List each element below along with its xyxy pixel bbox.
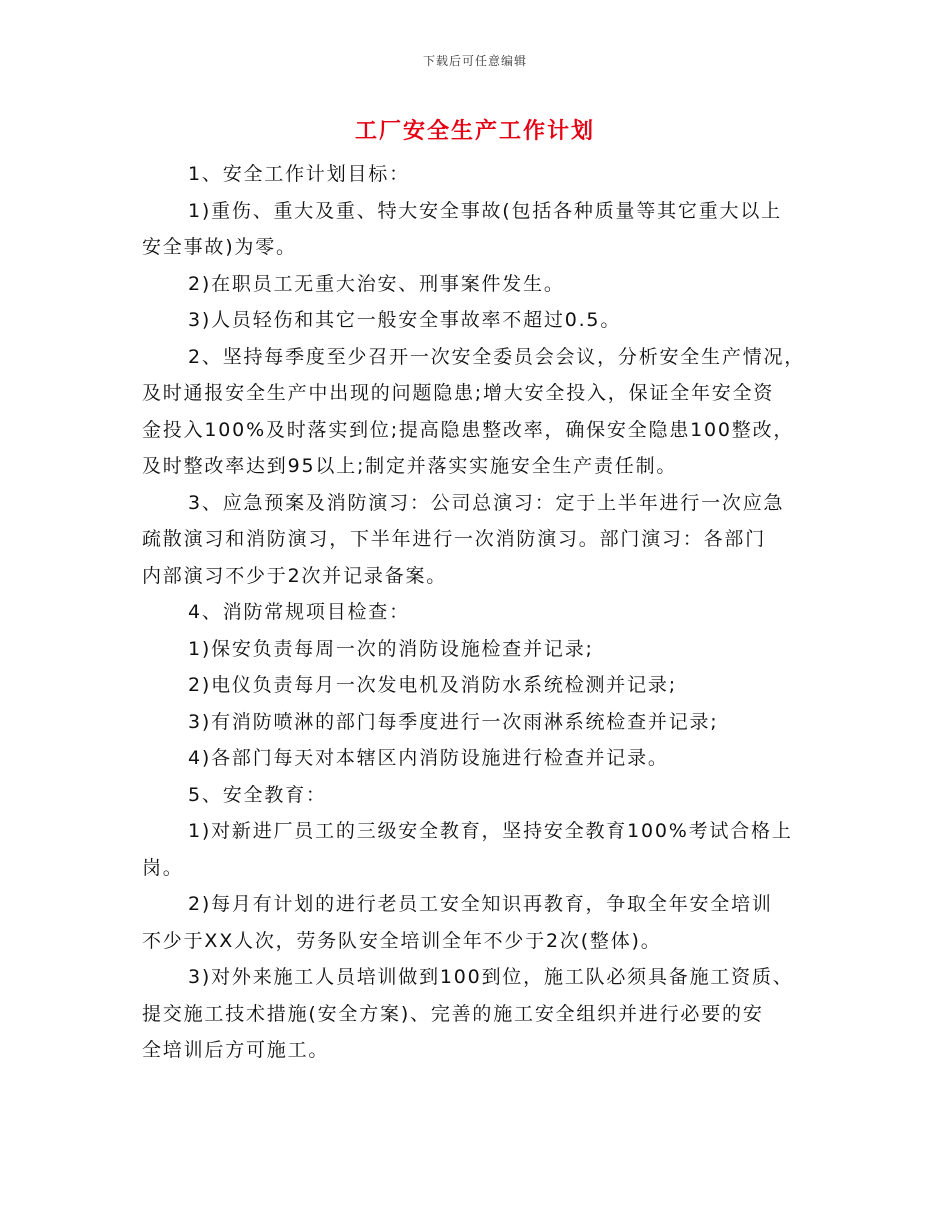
paragraph-line: 全培训后方可施工。 <box>142 1039 330 1061</box>
paragraph-line: 2)每月有计划的进行老员工安全知识再教育，争取全年安全培训 <box>188 893 773 915</box>
document-title: 工厂安全生产工作计划 <box>354 119 595 144</box>
document-body <box>142 156 812 1069</box>
paragraph-line: 岗。 <box>142 856 184 879</box>
section-1-heading: 1、安全工作计划目标： <box>188 163 410 185</box>
paragraph-line: 2)在职员工无重大治安、刑事案件发生。 <box>188 272 565 295</box>
paragraph-line: 及时通报安全生产中出现的问题隐患;增大安全投入，保证全年安全资 <box>142 382 775 404</box>
paragraph-line: 疏散演习和消防演习，下半年进行一次消防演习。部门演习：各部门 <box>142 528 767 550</box>
paragraph-line: 1)重伤、重大及重、特大安全事故(包括各种质量等其它重大以上 <box>188 199 782 222</box>
paragraph-line: 不少于XX人次，劳务队安全培训全年不少于2次(整体)。 <box>142 929 662 952</box>
page-header-note: 下载后可任意编辑 <box>422 54 527 68</box>
paragraph-line: 金投入100%及时落实到位;提高隐患整改率，确保安全隐患100整改， <box>142 418 795 441</box>
paragraph-line: 提交施工技术措施(安全方案)、完善的施工安全组织并进行必要的安 <box>142 1002 764 1025</box>
paragraph-line: 4)各部门每天对本辖区内消防设施进行检查并记录。 <box>188 747 669 769</box>
section-4-heading: 4、消防常规项目检查： <box>188 601 410 623</box>
section-2-heading: 2、坚持每季度至少召开一次安全委员会会议，分析安全生产情况， <box>188 345 806 368</box>
paragraph-line: 3)有消防喷淋的部门每季度进行一次雨淋系统检查并记录; <box>188 710 719 733</box>
paragraph-line: 2)电仪负责每月一次发电机及消防水系统检测并记录; <box>188 674 677 696</box>
paragraph-line: 及时整改率达到95以上;制定并落实实施安全生产责任制。 <box>142 455 678 477</box>
section-5-heading: 5、安全教育： <box>188 783 327 806</box>
paragraph-line: 内部演习不少于2次并记录备案。 <box>142 564 448 587</box>
paragraph-line: 3)人员轻伤和其它一般安全事故率不超过0.5。 <box>188 309 622 331</box>
paragraph-line: 安全事故)为零。 <box>142 236 297 258</box>
paragraph-line: 1)保安负责每周一次的消防设施检查并记录; <box>188 637 594 660</box>
paragraph-line: 1)对新进厂员工的三级安全教育，坚持安全教育100%考试合格上 <box>188 820 793 842</box>
paragraph-line: 3)对外来施工人员培训做到100到位，施工队必须具备施工资质、 <box>188 966 794 988</box>
section-3-heading: 3、应急预案及消防演习：公司总演习：定于上半年进行一次应急 <box>188 491 785 514</box>
